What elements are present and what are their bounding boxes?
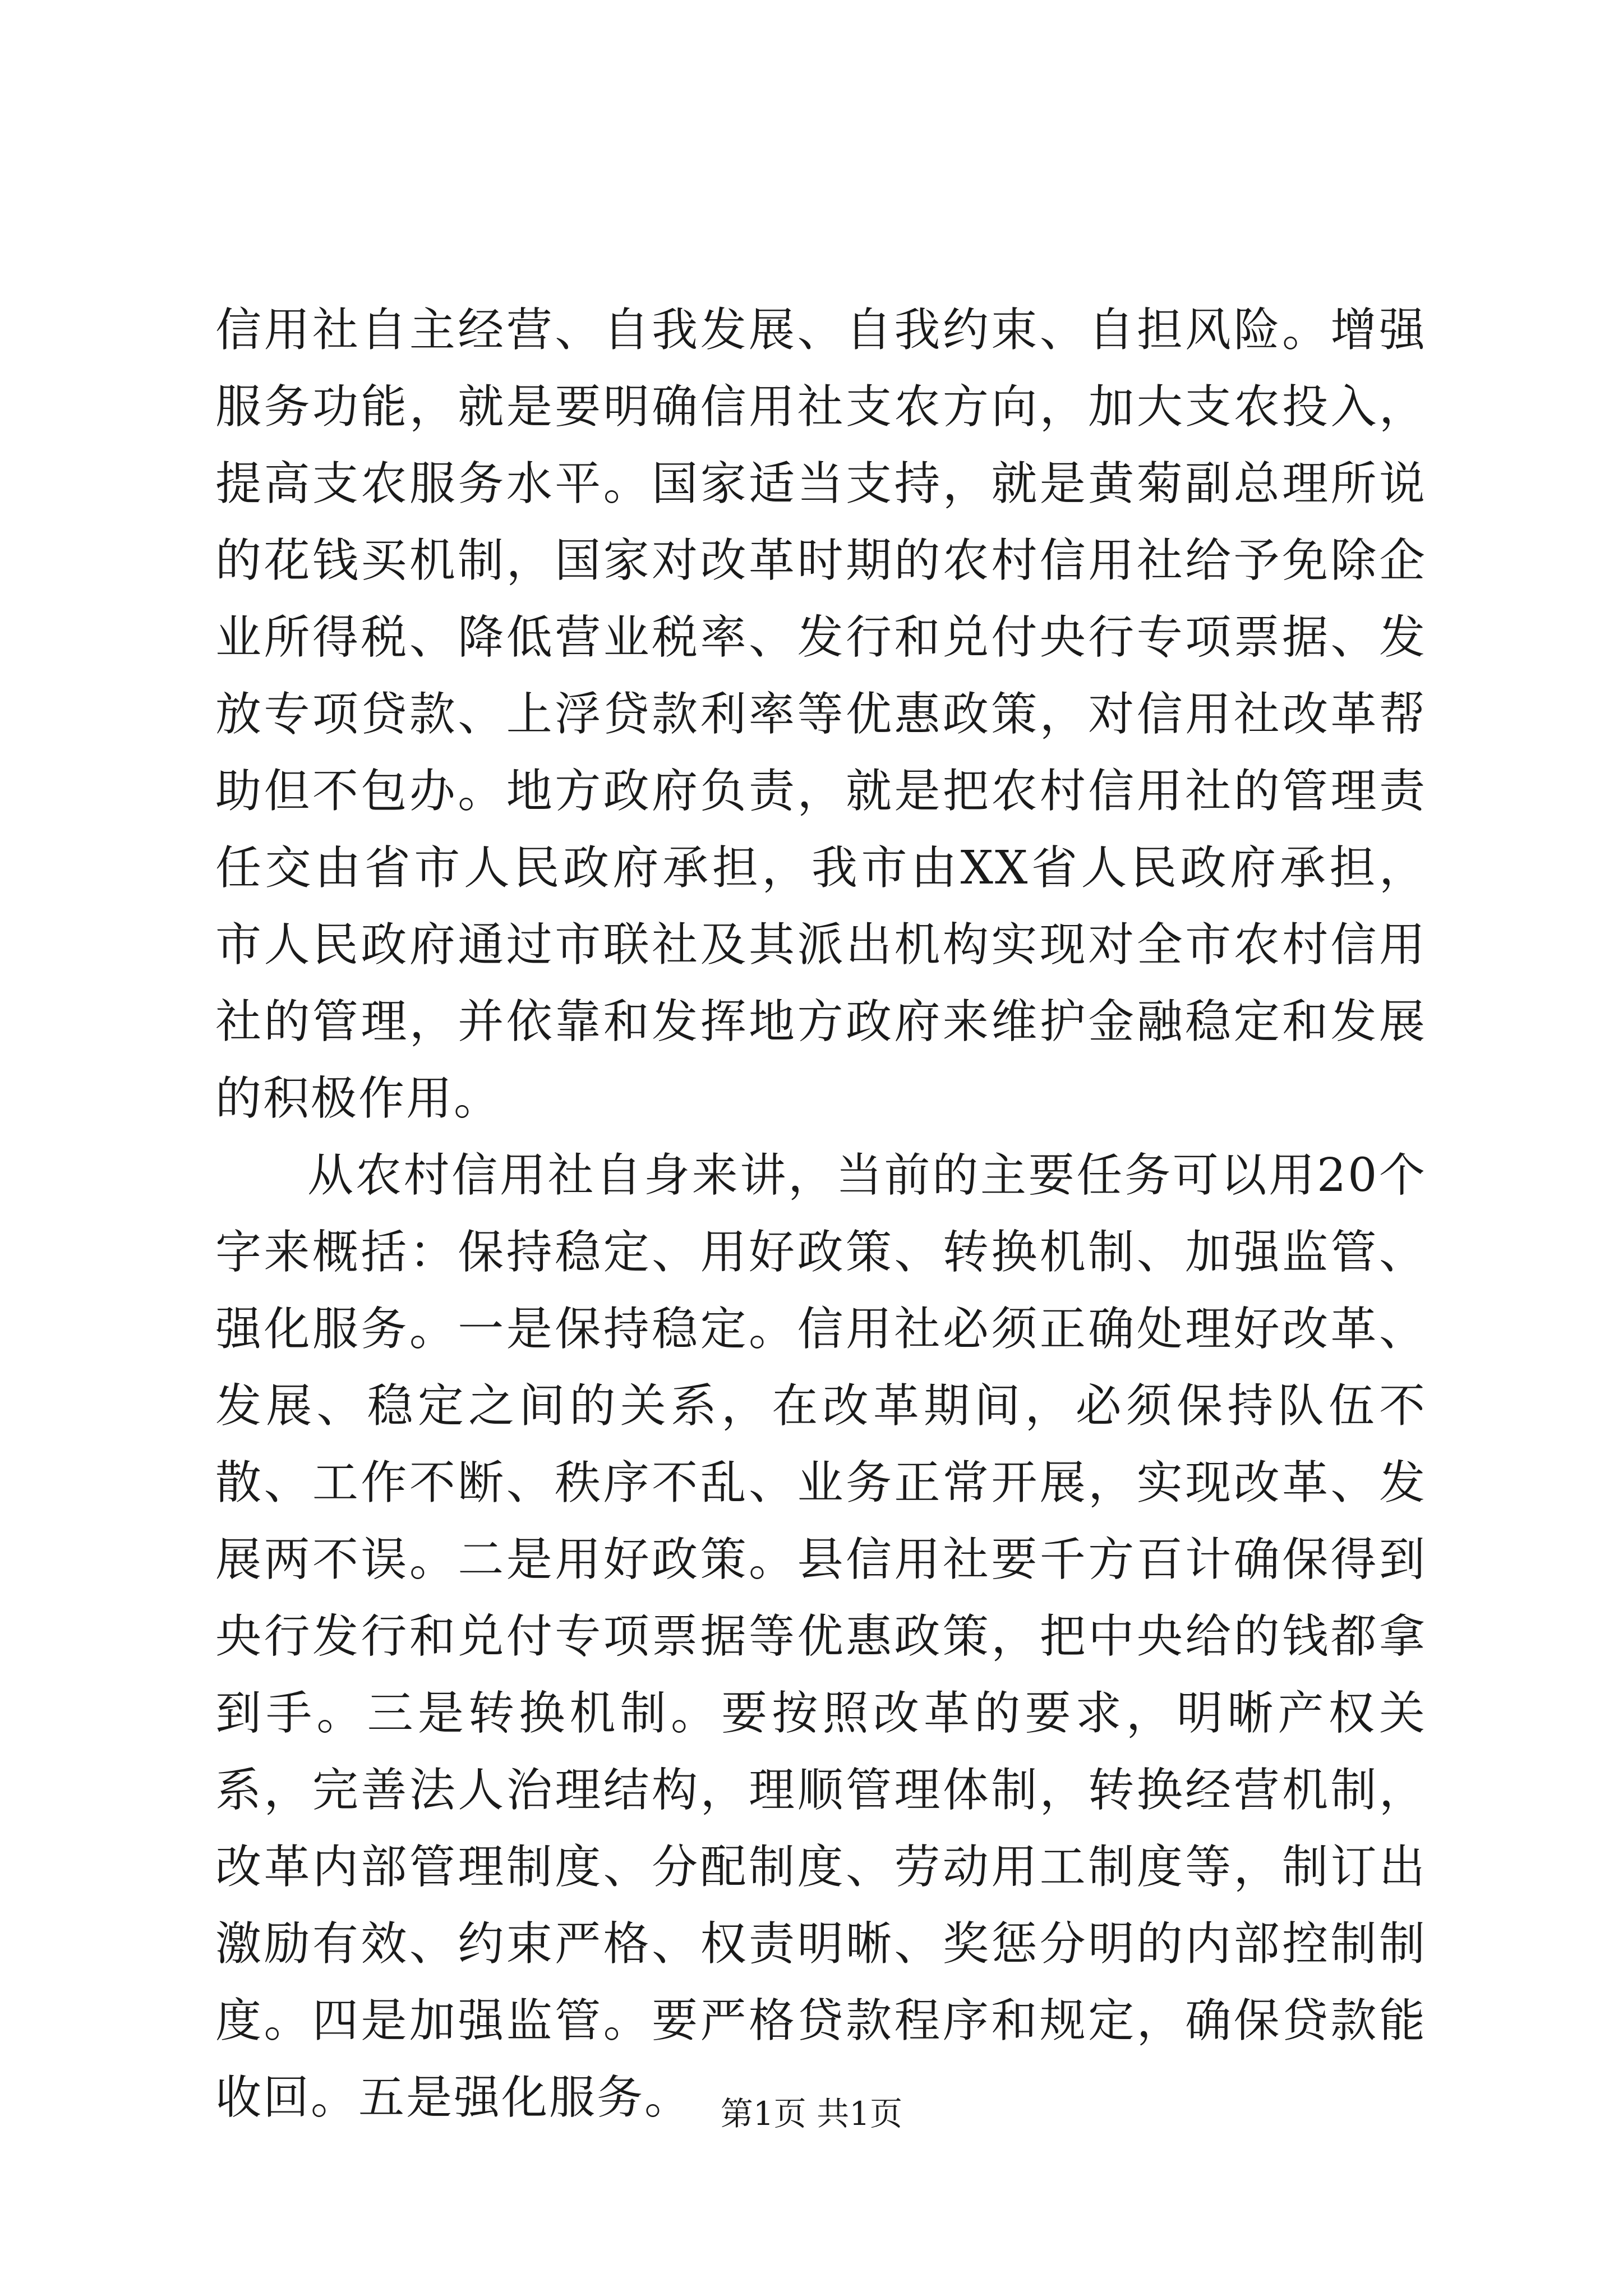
paragraph-1: 信用社自主经营、自我发展、自我约束、自担风险。增强服务功能，就是要明确信用社支农方向，加大支农投入，提高支农服务水平。国家适当支持，就是黄菊副总理所说的花钱买机制，国家对改革时期的农村信用社给予免除企业所得税、降低营业税率、发行和兑付央行专项票据、发放专项贷款、上浮贷款利率等优惠政策，对信用社改革帮助但不包办。地方政府负责，就是把农村信用社的管理责任交由省市人民政府承担，我市由XX省人民政府承担，市人民政府通过市联社及其派出机构实现对全市农村信用社的管理，并依靠和发挥地方政府来维护金融稳定和发展的积极作用。: [215, 303, 1427, 1125]
page-number-label: 第1页 共1页: [720, 2095, 903, 2133]
page-footer: [0, 2091, 1623, 2136]
document-body: [215, 292, 1427, 2136]
paragraph-2: 从农村信用社自身来讲，当前的主要任务可以用20个字来概括：保持稳定、用好政策、转换机制、加强监管、强化服务。一是保持稳定。信用社必须正确处理好改革、发展、稳定之间的关系，在改革期间，必须保持队伍不散、工作不断、秩序不乱、业务正常开展，实现改革、发展两不误。二是用好政策。县信用社要千方百计确保得到央行发行和兑付专项票据等优惠政策，把中央给的钱都拿到手。三是转换机制。要按照改革的要求，明晰产权关系，完善法人治理结构，理顺管理体制，转换经营机制，改革内部管理制度、分配制度、劳动用工制度等，制订出激励有效、约束严格、权责明晰、奖惩分明的内部控制制度。四是加强监管。要严格贷款程序和规定，确保贷款能收回。五是强化服务。: [215, 1149, 1427, 2124]
